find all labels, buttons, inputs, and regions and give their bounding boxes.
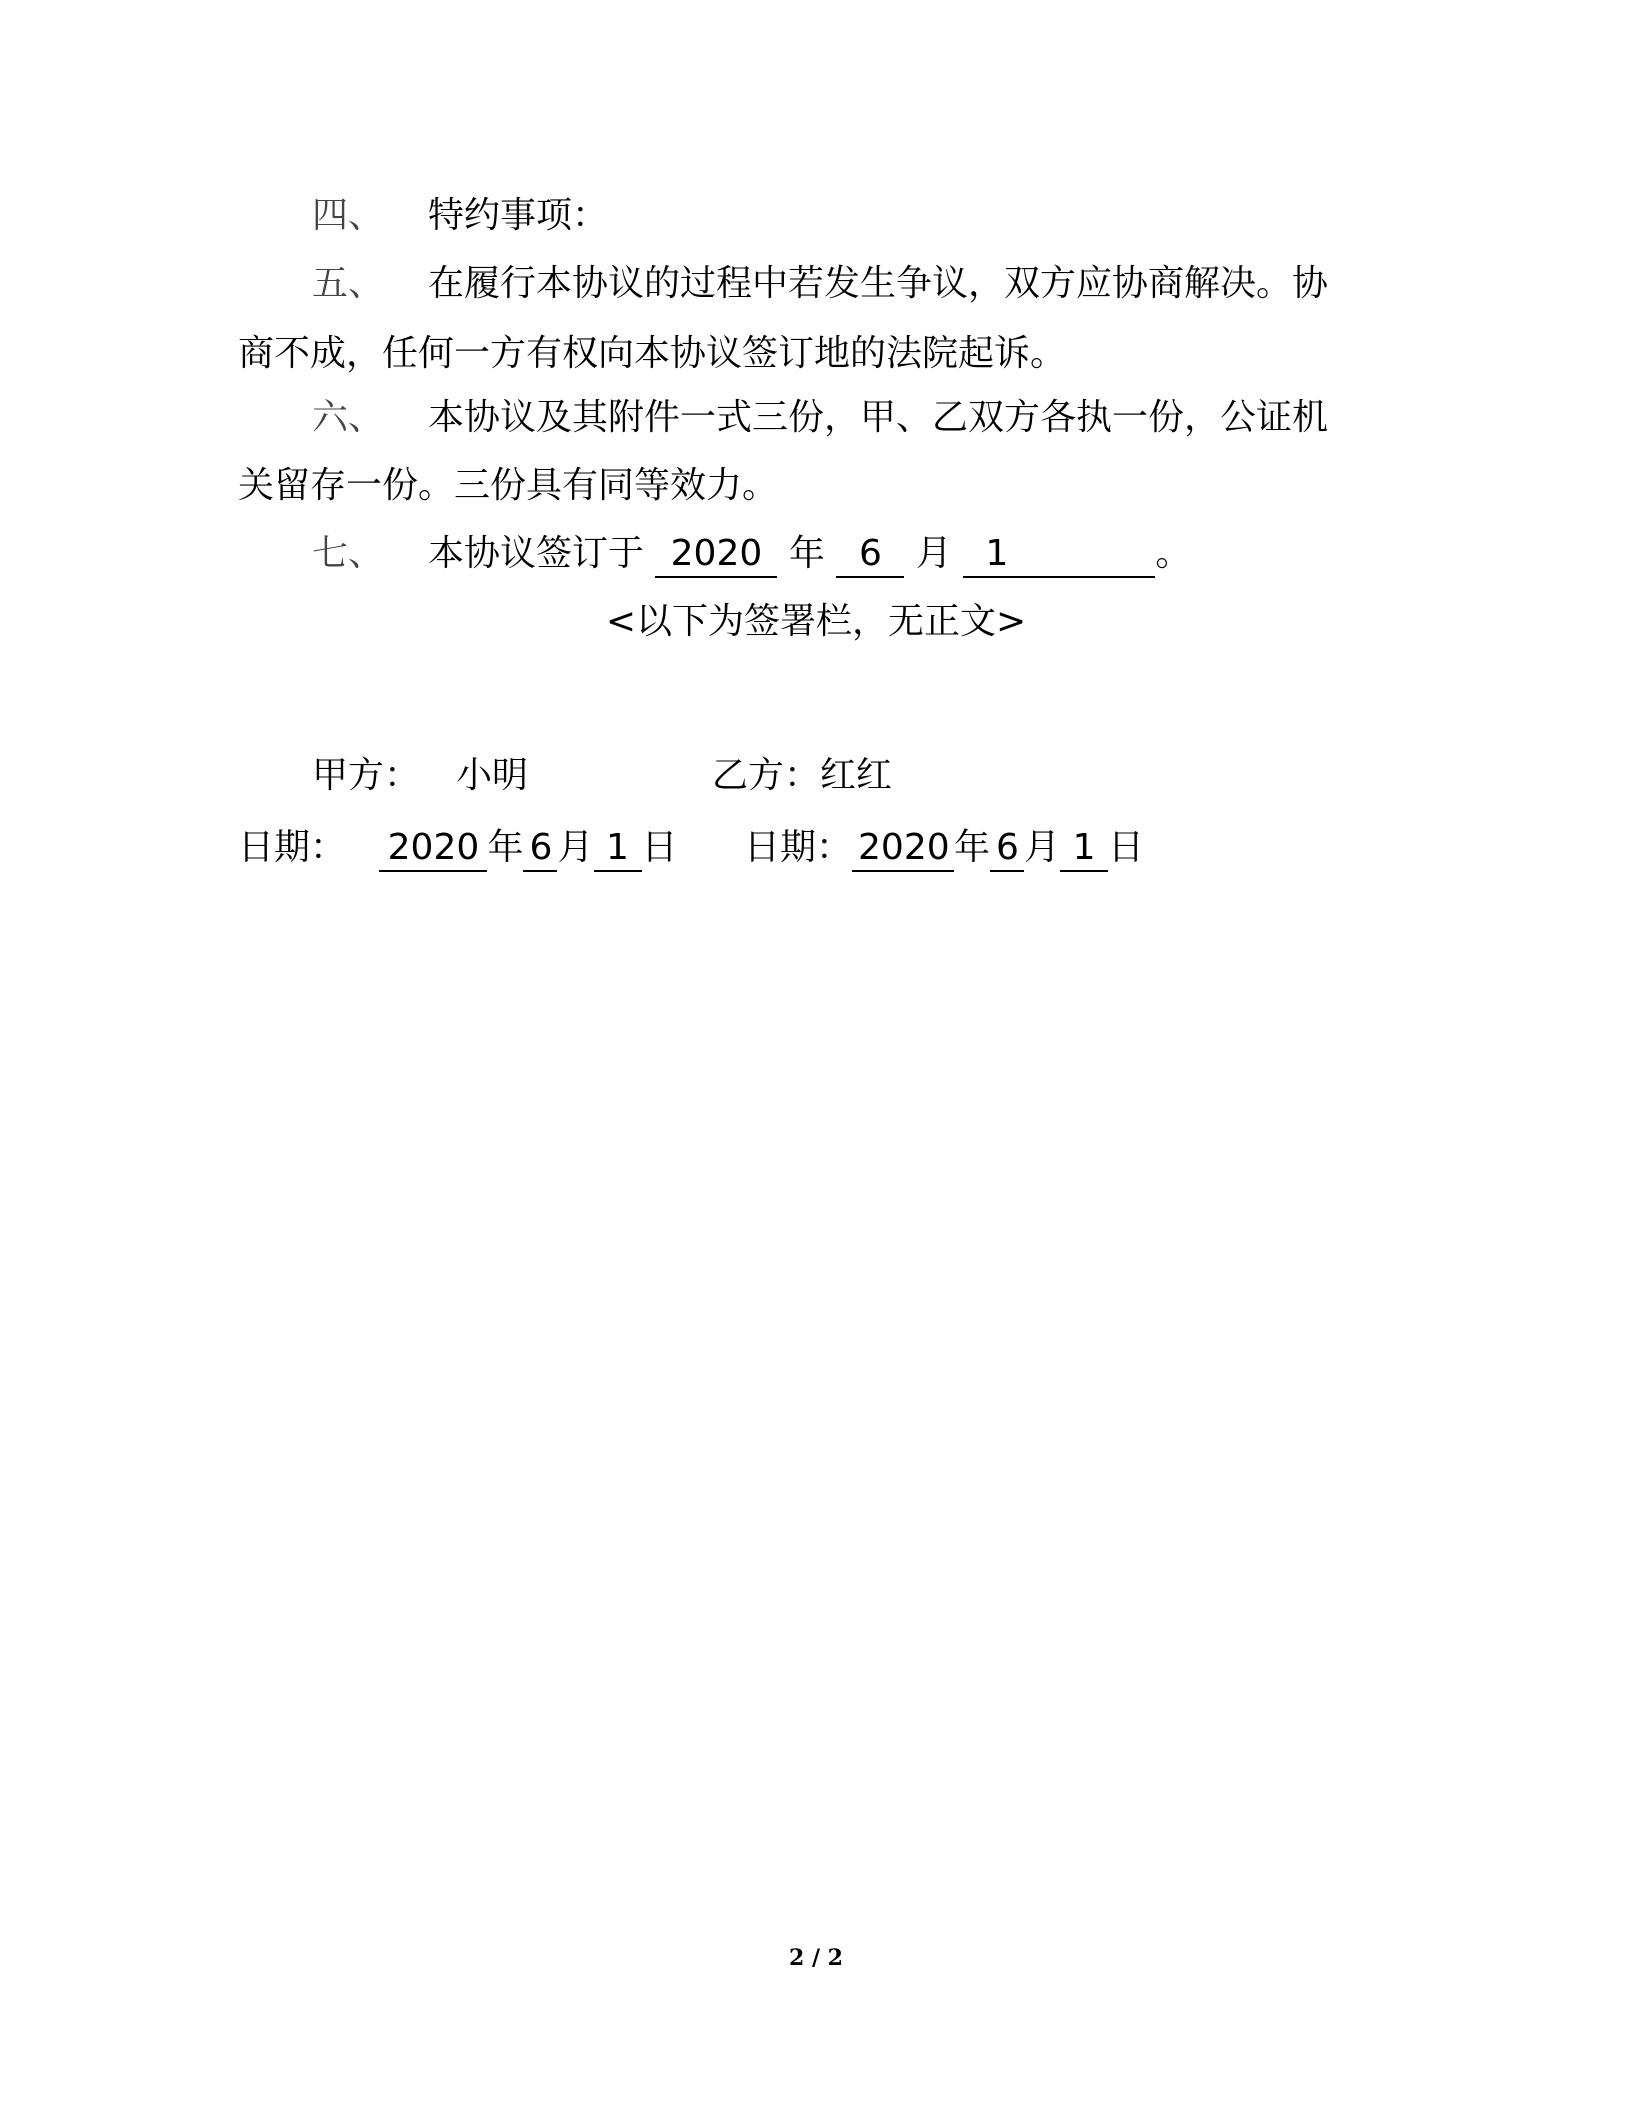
date-b-year-unit: 年 [954,827,991,868]
party-b [712,752,892,800]
party-b-name: 红红 [820,755,893,796]
clause-4-text: 特约事项： [428,195,609,236]
signing-end-mark: 。 [1155,533,1192,574]
clause-6-text-2: 关留存一份。三份具有同等效力。 [238,465,779,506]
date-a-month-field: 6 [523,826,557,872]
date-a-year-field: 2020 [379,826,487,872]
signature-note-text: <以下为签署栏，无正文> [605,601,1027,642]
date-b [744,824,1144,872]
date-b-year-field: 2020 [852,826,954,872]
signing-year-field: 2020 [655,532,777,578]
clause-7-number: 七、 [312,533,385,574]
party-a-label: 甲方： [312,755,421,796]
signature-note [0,598,1632,646]
clause-7-prefix: 本协议签订于 [428,533,645,574]
date-b-day-field: 1 [1060,826,1108,872]
date-a-label: 日期： [238,827,347,868]
signing-year-unit: 年 [788,533,825,574]
clause-5-text-2: 商不成，任何一方有权向本协议签订地的法院起诉。 [238,333,1067,374]
signing-day-field: 1 [963,532,1155,578]
date-a-day-unit: 日 [641,827,678,868]
signing-month-field: 6 [836,532,904,578]
date-a-day-field: 1 [594,826,642,872]
clause-5-text-1: 在履行本协议的过程中若发生争议，双方应协商解决。协 [428,263,1329,304]
date-a-month-unit: 月 [557,827,594,868]
party-a [312,752,528,800]
date-b-month-field: 6 [990,826,1024,872]
party-b-label: 乙方： [712,755,821,796]
clause-4-number: 四、 [312,195,385,236]
date-b-month-unit: 月 [1024,827,1061,868]
date-a-year-unit: 年 [487,827,524,868]
page-number: 2 / 2 [789,1945,843,1971]
clause-6-number: 六、 [312,397,385,438]
clause-6-line-1 [312,394,1328,442]
date-a [238,824,678,872]
date-b-label: 日期： [744,827,853,868]
clause-6-text-1: 本协议及其附件一式三份，甲、乙双方各执一份，公证机 [428,397,1329,438]
clause-6-line-2 [238,462,778,510]
date-b-day-unit: 日 [1108,827,1145,868]
clause-4 [312,192,608,240]
clause-7 [312,530,1191,578]
party-a-name: 小明 [456,755,529,796]
clause-5-line-2 [238,330,1066,378]
clause-5-number: 五、 [312,263,385,304]
clause-5-line-1 [312,260,1328,308]
signing-month-unit: 月 [915,533,952,574]
